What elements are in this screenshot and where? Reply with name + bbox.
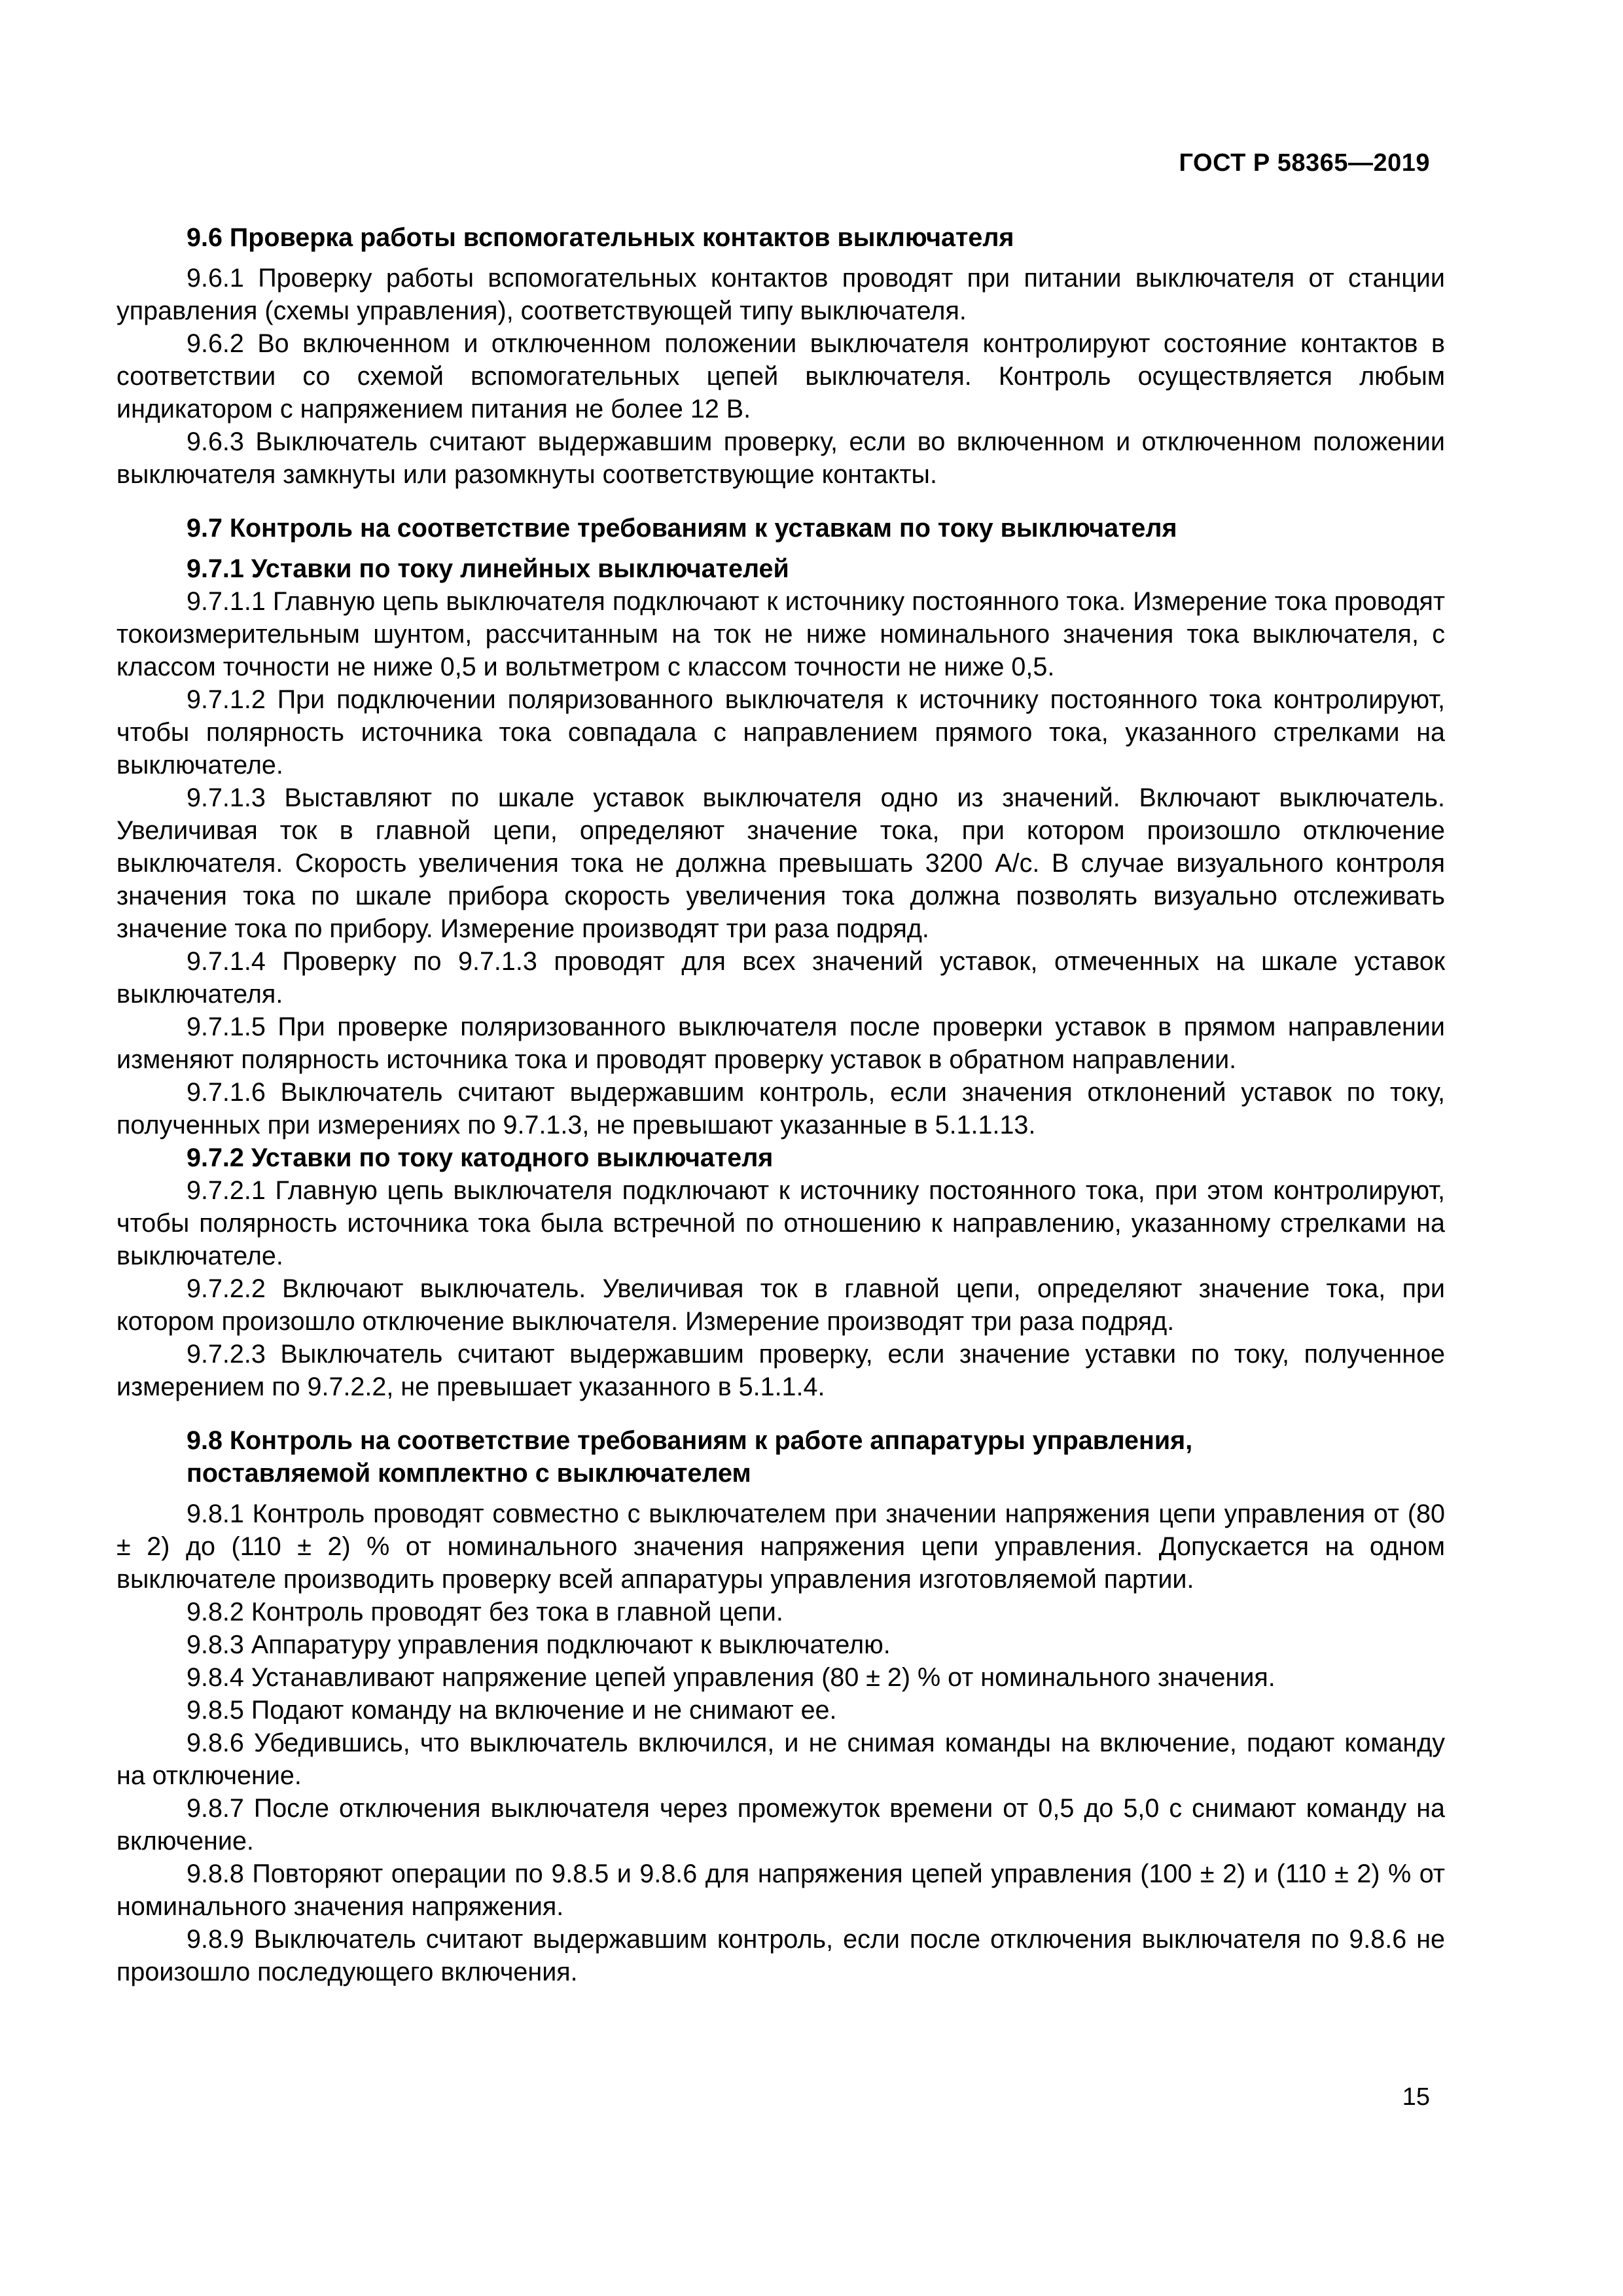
section-heading-9-8-line2: поставляемой комплектно с выключателем	[187, 1459, 751, 1488]
paragraph-9-8-5: 9.8.5 Подают команду на включение и не снимают ее.	[187, 1696, 837, 1725]
paragraph-9-7-1-4: 9.7.1.4 Проверку по 9.7.1.3 проводят для всех значений уставок, отмеченных на шкале уставок выключателя.	[116, 947, 1445, 1009]
page-number: 15	[1402, 2083, 1430, 2111]
paragraph-9-8-8: 9.8.8 Повторяют операции по 9.8.5 и 9.8.6 для напряжения цепей управления (100 ± 2) и (110 ± 2) % от номинального значения напряжения.	[116, 1859, 1445, 1921]
paragraph-9-8-7: 9.8.7 После отключения выключателя через промежуток времени от 0,5 до 5,0 с снимают команду на включение.	[116, 1794, 1445, 1856]
subsection-heading-9-7-2: 9.7.2 Уставки по току катодного выключателя	[187, 1143, 774, 1172]
paragraph-9-7-1-5: 9.7.1.5 При проверке поляризованного выключателя после проверки уставок в прямом направлении изменяют полярность источника тока и проводят проверку уставок в обратном направлении.	[116, 1013, 1445, 1074]
paragraph-9-7-1-2: 9.7.1.2 При подключении поляризованного выключателя к источнику постоянного тока контролируют, чтобы полярность источника тока совпадала с направлением прямого тока, указанного стрелками на выключателе.	[116, 685, 1445, 780]
paragraph-9-7-2-2: 9.7.2.2 Включают выключатель. Увеличивая ток в главной цепи, определяют значение тока, при котором произошло отключение выключателя. Измерение производят три раза подряд.	[116, 1274, 1445, 1336]
paragraph-9-8-1: 9.8.1 Контроль проводят совместно с выключателем при значении напряжения цепи управления от (80 ± 2) до (110 ± 2) % от номинального значения напряжения цепи управления. Допускается на одном выключателе производить проверку всей аппаратуры управления изготовляемой партии.	[116, 1499, 1445, 1594]
paragraph-9-7-1-3: 9.7.1.3 Выставляют по шкале уставок выключателя одно из значений. Включают выключатель. Увеличивая ток в главной цепи, определяют значение тока, при котором произошло отключение выключателя. Скорость увеличения тока не должна превышать 3200 А/с. В случае визуального контроля значения тока по шкале прибора скорость увеличения тока должна позволять визуально отслеживать значение тока по прибору. Измерение производят три раза подряд.	[116, 783, 1445, 943]
paragraph-9-8-6: 9.8.6 Убедившись, что выключатель включился, и не снимая команды на включение, подают команду на отключение.	[116, 1729, 1445, 1790]
paragraph-9-8-9: 9.8.9 Выключатель считают выдержавшим контроль, если после отключения выключателя по 9.8.6 не произошло последующего включения.	[116, 1925, 1445, 1986]
paragraph-9-6-1: 9.6.1 Проверку работы вспомогательных контактов проводят при питании выключателя от станции управления (схемы управления), соответствующей типу выключателя.	[116, 264, 1445, 325]
paragraph-9-7-1-6: 9.7.1.6 Выключатель считают выдержавшим контроль, если значения отклонений уставок по току, полученных при измерениях по 9.7.1.3, не превышают указанные в 5.1.1.13.	[116, 1078, 1445, 1139]
paragraph-9-7-1-1: 9.7.1.1 Главную цепь выключателя подключают к источнику постоянного тока. Измерение тока проводят токоизмерительным шунтом, рассчитанным на ток не ниже номинального значения тока выключателя, с классом точности не ниже 0,5 и вольтметром с классом точности не ниже 0,5.	[116, 587, 1445, 681]
paragraph-9-6-2: 9.6.2 Во включенном и отключенном положении выключателя контролируют состояние контактов в соответствии со схемой вспомогательных цепей выключателя. Контроль осуществляется любым индикатором с напряжением питания не более 12 В.	[116, 329, 1445, 423]
paragraph-9-8-2: 9.8.2 Контроль проводят без тока в главной цепи.	[187, 1598, 783, 1626]
standard-designation: ГОСТ Р 58365—2019	[1179, 149, 1430, 177]
subsection-heading-9-7-1: 9.7.1 Уставки по току линейных выключателей	[187, 554, 789, 583]
section-heading-9-6: 9.6 Проверка работы вспомогательных контактов выключателя	[187, 223, 1014, 252]
paragraph-9-8-4: 9.8.4 Устанавливают напряжение цепей управления (80 ± 2) % от номинального значения.	[187, 1663, 1275, 1692]
paragraph-9-7-2-1: 9.7.2.1 Главную цепь выключателя подключают к источнику постоянного тока, при этом контролируют, чтобы полярность источника тока была встречной по отношению к направлению, указанному стрелками на выключателе.	[116, 1176, 1445, 1270]
section-heading-9-7: 9.7 Контроль на соответствие требованиям к уставкам по току выключателя	[187, 514, 1177, 543]
paragraph-9-7-2-3: 9.7.2.3 Выключатель считают выдержавшим проверку, если значение уставки по току, полученное измерением по 9.7.2.2, не превышает указанного в 5.1.1.4.	[116, 1340, 1445, 1401]
section-heading-9-8-line1: 9.8 Контроль на соответствие требованиям к работе аппаратуры управления,	[187, 1426, 1193, 1455]
paragraph-9-6-3: 9.6.3 Выключатель считают выдержавшим проверку, если во включенном и отключенном положении выключателя замкнуты или разомкнуты соответствующие контакты.	[116, 427, 1445, 489]
document-body	[116, 221, 1445, 1988]
paragraph-9-8-3: 9.8.3 Аппаратуру управления подключают к выключателю.	[187, 1630, 891, 1659]
